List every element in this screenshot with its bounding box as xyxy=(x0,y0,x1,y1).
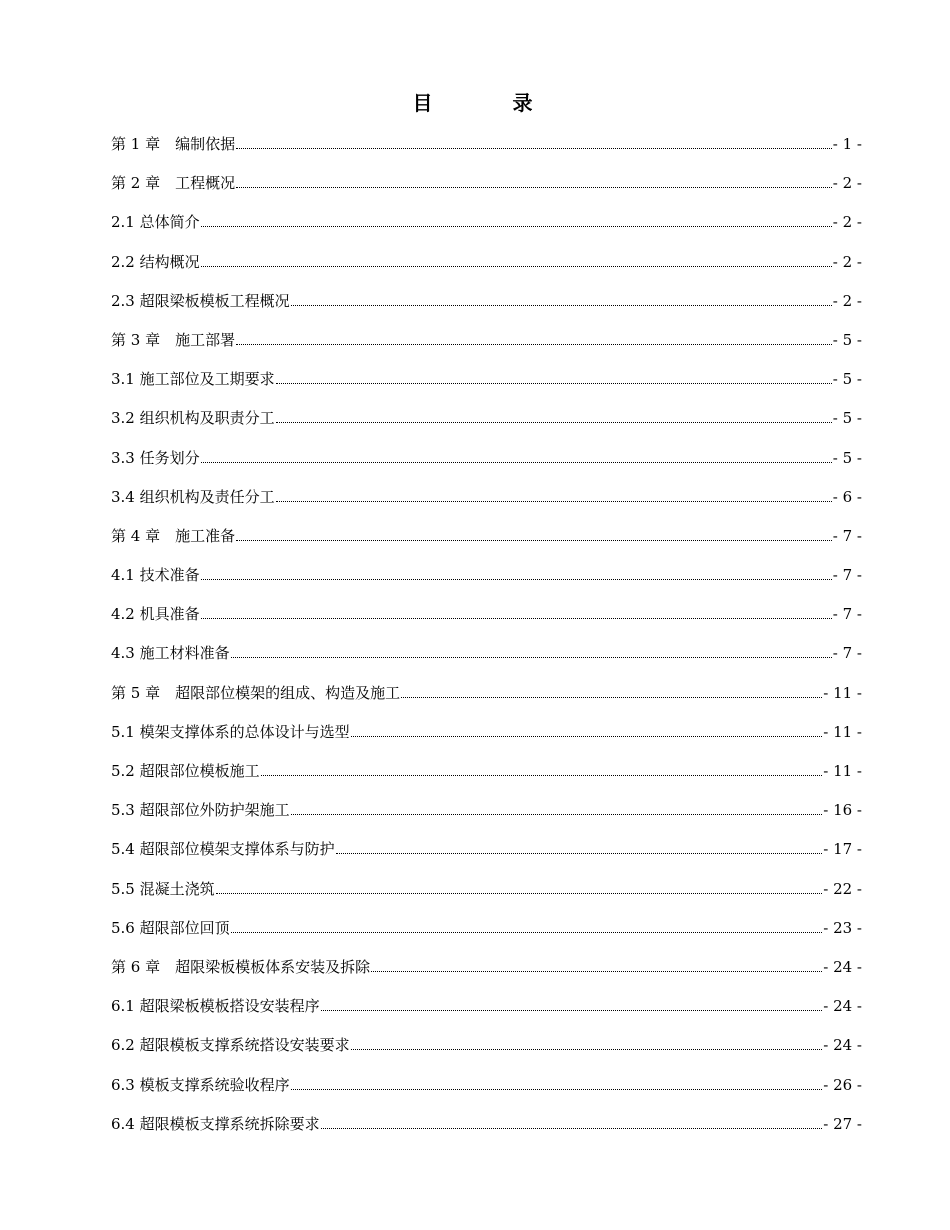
toc-entry-label: 第 2 章 工程概况 xyxy=(111,174,236,193)
toc-dot-leader xyxy=(236,186,832,188)
toc-entry-label: 3.1 施工部位及工期要求 xyxy=(111,370,275,389)
toc-dot-leader xyxy=(231,656,832,658)
toc-dot-leader xyxy=(231,931,823,933)
toc-entry-label: 第 1 章 编制依据 xyxy=(111,135,236,153)
toc-entry[interactable] xyxy=(111,366,862,405)
toc-entry-label: 3.3 任务划分 xyxy=(111,448,200,467)
toc-entry[interactable] xyxy=(111,131,862,170)
toc-entry[interactable] xyxy=(111,288,862,327)
toc-entry[interactable] xyxy=(111,562,862,601)
toc-entry-page: - 11 - xyxy=(823,683,862,702)
toc-dot-leader xyxy=(351,735,823,737)
toc-entry-label: 6.3 模板支撑系统验收程序 xyxy=(111,1075,290,1094)
toc-dot-leader xyxy=(216,892,823,894)
toc-entry[interactable] xyxy=(111,915,862,954)
toc-entry-page: - 5 - xyxy=(832,370,862,389)
toc-entry[interactable] xyxy=(111,797,862,836)
toc-entry-label: 第 5 章 超限部位模架的组成、构造及施工 xyxy=(111,683,401,702)
toc-entry-label: 2.2 结构概况 xyxy=(111,252,200,271)
toc-entry[interactable] xyxy=(111,523,862,562)
toc-entry-page: - 7 - xyxy=(832,566,862,585)
toc-entry-label: 5.5 混凝土浇筑 xyxy=(111,879,215,898)
toc-entry[interactable] xyxy=(111,484,862,523)
toc-entry[interactable] xyxy=(111,993,862,1032)
toc-entry-page: - 2 - xyxy=(832,291,862,310)
toc-entry[interactable] xyxy=(111,601,862,640)
toc-title: 目 录 xyxy=(412,91,563,115)
toc-entry[interactable] xyxy=(111,249,862,288)
toc-entry-page: - 5 - xyxy=(832,409,862,428)
toc-entry-page: - 7 - xyxy=(832,526,862,545)
toc-list xyxy=(111,131,862,1150)
toc-entry[interactable] xyxy=(111,758,862,797)
toc-entry[interactable] xyxy=(111,876,862,915)
toc-dot-leader xyxy=(276,382,832,384)
toc-entry-page: - 2 - xyxy=(832,252,862,271)
toc-dot-leader xyxy=(201,265,832,267)
toc-entry-page: - 11 - xyxy=(823,722,862,741)
toc-entry-label: 5.2 超限部位模板施工 xyxy=(111,762,260,780)
toc-entry-label: 3.2 组织机构及职责分工 xyxy=(111,409,275,428)
toc-dot-leader xyxy=(371,970,822,972)
toc-entry-page: - 17 - xyxy=(823,840,862,859)
toc-entry-label: 4.2 机具准备 xyxy=(111,605,200,624)
toc-entry[interactable] xyxy=(111,1072,862,1111)
toc-dot-leader xyxy=(291,304,832,306)
toc-dot-leader xyxy=(321,1127,823,1129)
toc-entry[interactable] xyxy=(111,209,862,248)
toc-entry-page: - 7 - xyxy=(832,605,862,624)
toc-entry-label: 2.3 超限梁板模板工程概况 xyxy=(111,291,290,310)
toc-dot-leader xyxy=(276,500,832,502)
toc-dot-leader xyxy=(236,147,832,149)
toc-entry-label: 5.1 模架支撑体系的总体设计与选型 xyxy=(111,722,350,741)
toc-entry-page: - 26 - xyxy=(823,1075,862,1094)
toc-entry-label: 第 6 章 超限梁板模板体系安装及拆除 xyxy=(111,957,371,976)
toc-dot-leader xyxy=(261,774,823,776)
toc-entry-page: - 27 - xyxy=(823,1114,862,1133)
toc-dot-leader xyxy=(351,1048,823,1050)
toc-entry-label: 6.4 超限模板支撑系统拆除要求 xyxy=(111,1114,320,1133)
toc-entry[interactable] xyxy=(111,640,862,679)
toc-entry-page: - 22 - xyxy=(823,879,862,898)
toc-entry[interactable] xyxy=(111,719,862,758)
toc-dot-leader xyxy=(291,813,823,815)
toc-entry-page: - 6 - xyxy=(832,487,862,506)
toc-entry-label: 3.4 组织机构及责任分工 xyxy=(111,487,275,506)
toc-entry[interactable] xyxy=(111,405,862,444)
toc-entry[interactable] xyxy=(111,170,862,209)
toc-entry-page: - 23 - xyxy=(823,918,862,937)
toc-dot-leader xyxy=(236,539,832,541)
toc-entry[interactable] xyxy=(111,836,862,875)
toc-entry-page: - 2 - xyxy=(832,213,862,232)
toc-entry-label: 第 4 章 施工准备 xyxy=(111,526,236,545)
toc-entry-label: 6.1 超限梁板模板搭设安装程序 xyxy=(111,997,320,1016)
toc-entry[interactable] xyxy=(111,1032,862,1071)
toc-entry-label: 6.2 超限模板支撑系统搭设安装要求 xyxy=(111,1036,350,1055)
toc-entry-page: - 5 - xyxy=(832,448,862,467)
toc-entry-page: - 2 - xyxy=(832,174,862,193)
toc-dot-leader xyxy=(201,578,832,580)
toc-entry-page: - 24 - xyxy=(823,957,862,976)
toc-entry[interactable] xyxy=(111,1111,862,1150)
toc-entry-page: - 1 - xyxy=(832,135,862,153)
toc-entry-label: 4.3 施工材料准备 xyxy=(111,644,230,663)
toc-dot-leader xyxy=(276,421,832,423)
toc-entry-label: 5.3 超限部位外防护架施工 xyxy=(111,801,290,820)
toc-entry[interactable] xyxy=(111,327,862,366)
toc-entry[interactable] xyxy=(111,445,862,484)
toc-dot-leader xyxy=(321,1009,823,1011)
toc-entry[interactable] xyxy=(111,680,862,719)
toc-dot-leader xyxy=(401,696,822,698)
toc-dot-leader xyxy=(236,343,832,345)
toc-entry-page: - 7 - xyxy=(832,644,862,663)
toc-entry-page: - 24 - xyxy=(823,997,862,1016)
toc-entry-page: - 16 - xyxy=(823,801,862,820)
toc-entry[interactable] xyxy=(111,954,862,993)
toc-entry-label: 2.1 总体简介 xyxy=(111,213,200,232)
toc-dot-leader xyxy=(201,225,832,227)
toc-entry-label: 4.1 技术准备 xyxy=(111,566,200,585)
toc-entry-page: - 24 - xyxy=(823,1036,862,1055)
toc-dot-leader xyxy=(291,1088,823,1090)
toc-entry-label: 第 3 章 施工部署 xyxy=(111,330,236,349)
toc-dot-leader xyxy=(201,461,832,463)
toc-dot-leader xyxy=(201,617,832,619)
toc-entry-label: 5.4 超限部位模架支撑体系与防护 xyxy=(111,840,335,859)
toc-dot-leader xyxy=(336,852,823,854)
toc-entry-page: - 11 - xyxy=(823,762,862,780)
toc-entry-label: 5.6 超限部位回顶 xyxy=(111,918,230,937)
toc-entry-page: - 5 - xyxy=(832,330,862,349)
